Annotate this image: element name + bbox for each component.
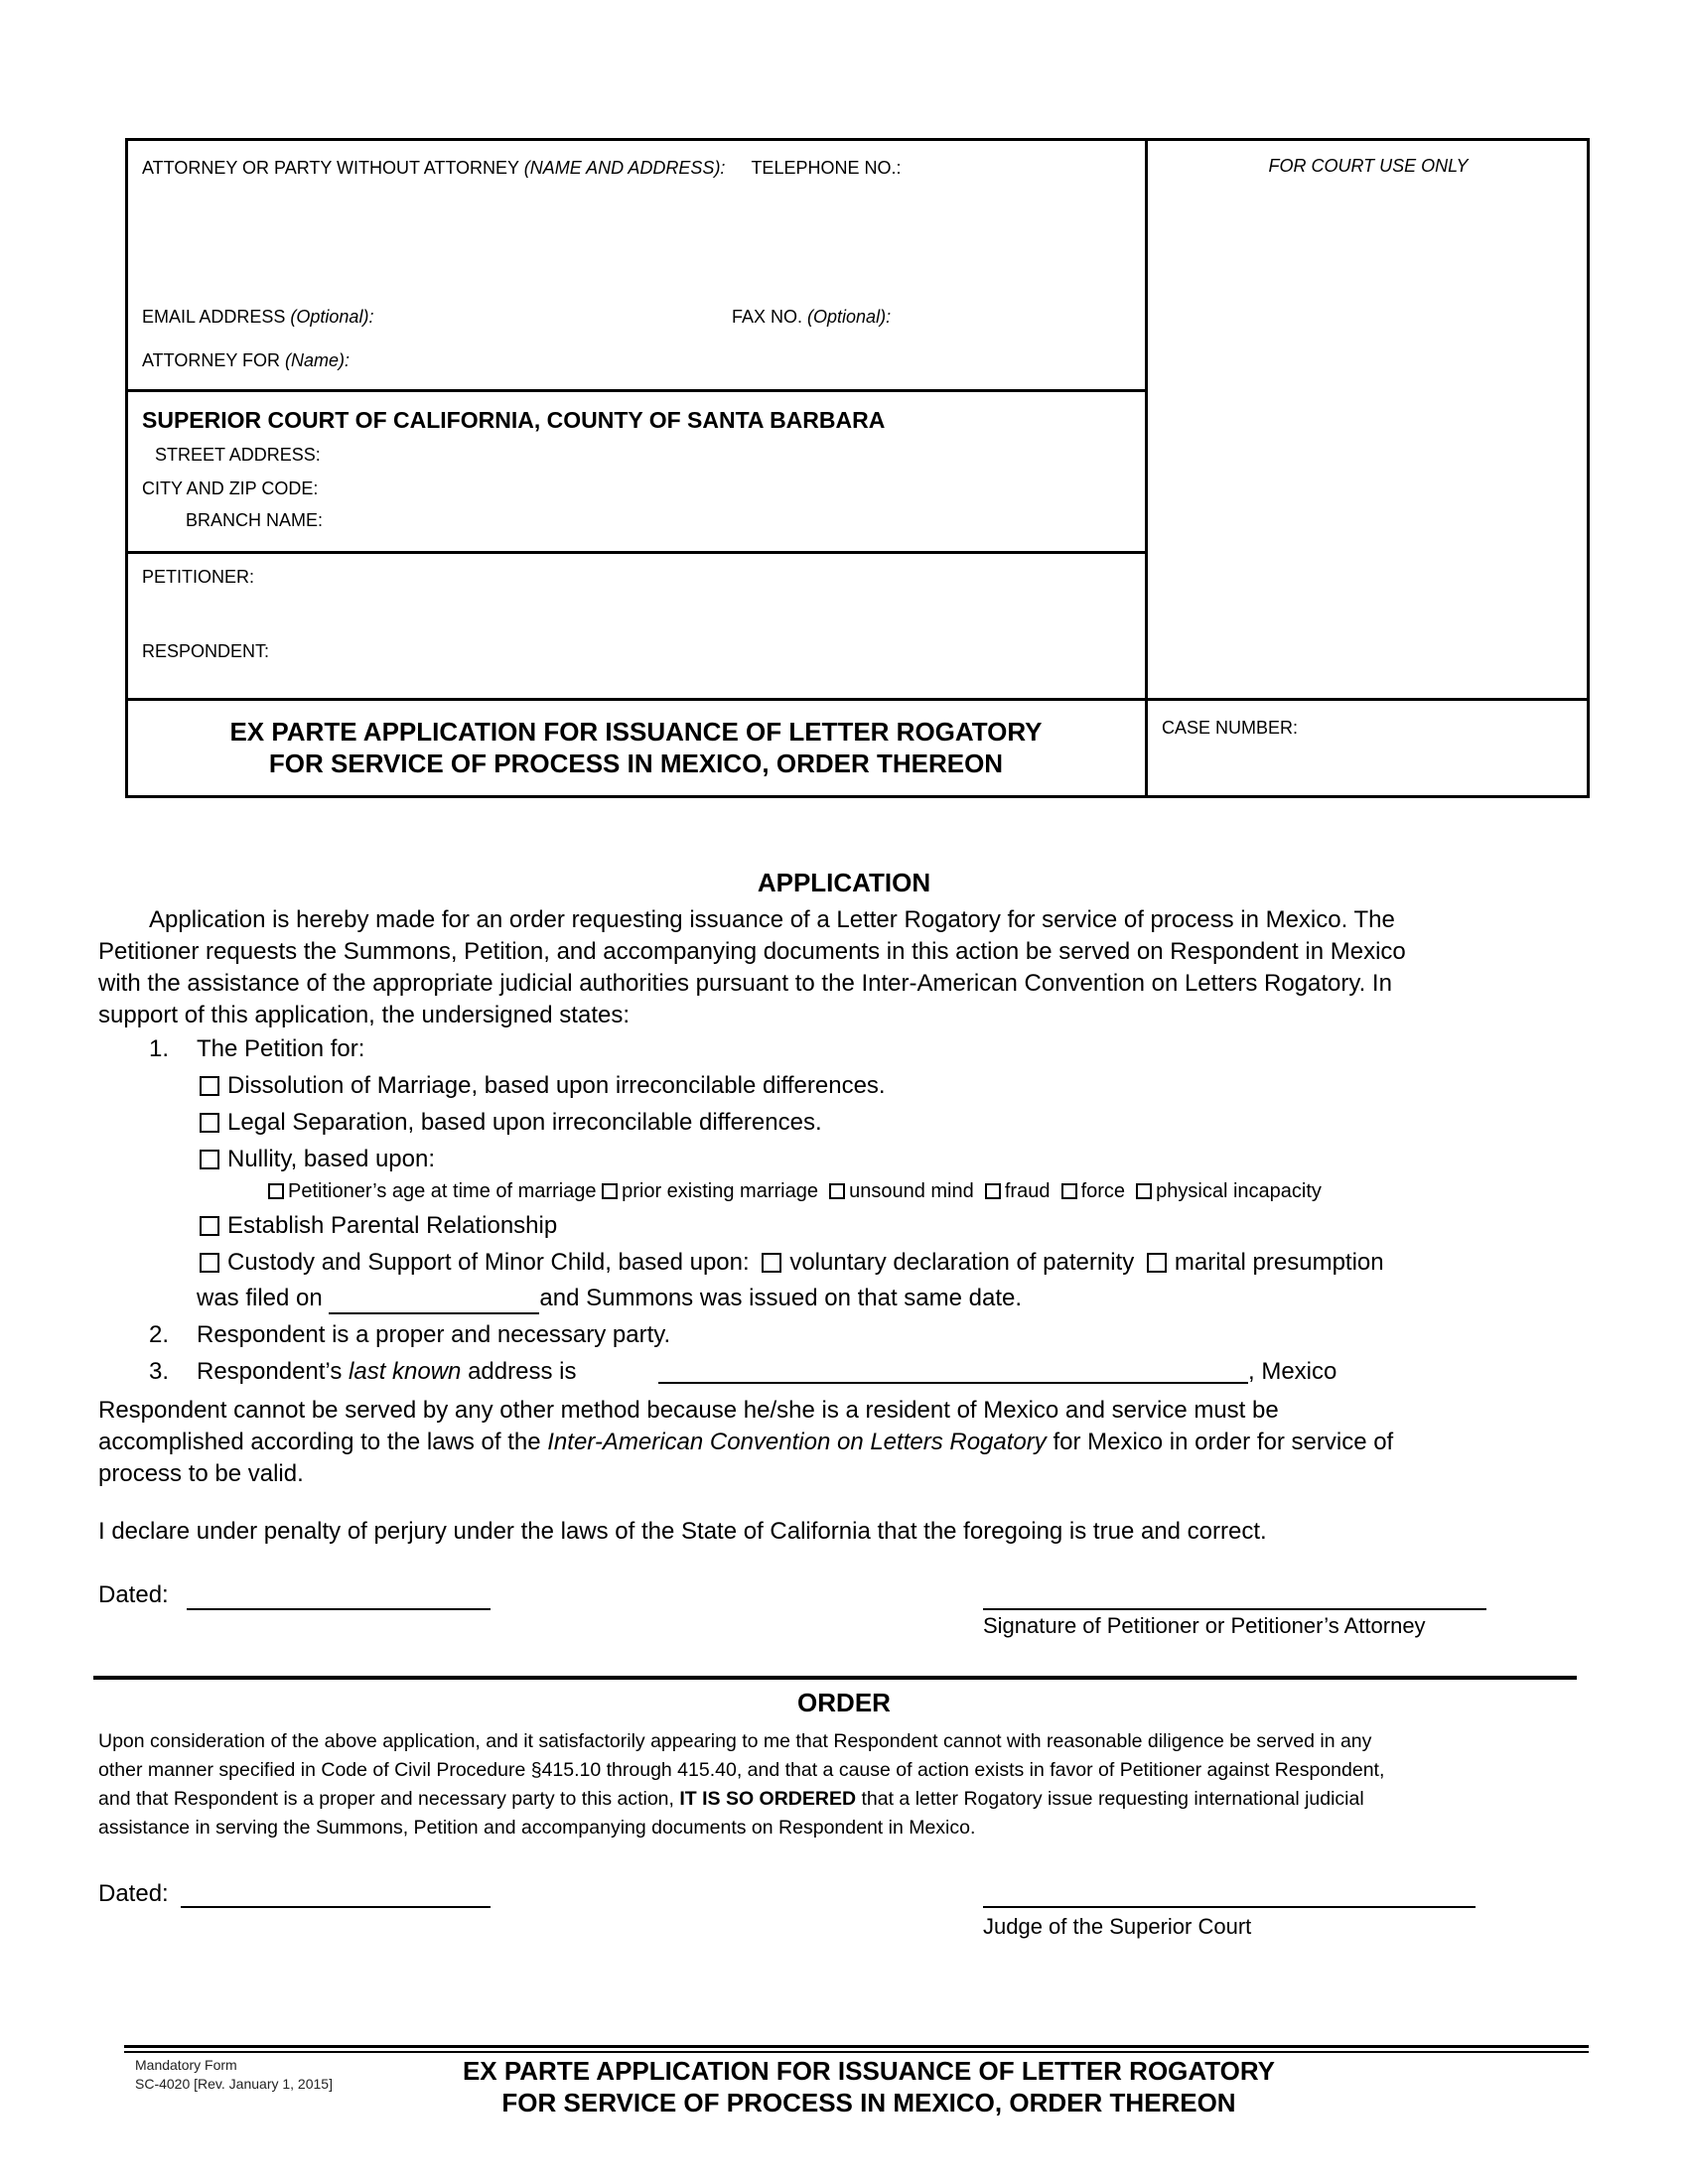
order-heading: ORDER: [797, 1688, 891, 1717]
text: and that Respondent is a proper and necessary party to this action,: [98, 1788, 674, 1810]
ground-label: unsound mind: [849, 1180, 974, 1202]
section-divider: [93, 1676, 1577, 1680]
form-title-line1: EX PARTE APPLICATION FOR ISSUANCE OF LETTER ROGATORY: [229, 717, 1043, 747]
filed-prefix: was filed on: [197, 1285, 323, 1311]
so-ordered: IT IS SO ORDERED: [679, 1788, 857, 1810]
attorney-for-name: (Name):: [285, 350, 351, 370]
explanation-line: Respondent cannot be served by any other method because he/she is a resident of Mexico and service must be: [98, 1397, 1279, 1424]
filed-date-field[interactable]: [329, 1291, 539, 1314]
order-line: [98, 1785, 1384, 1814]
ground-label: Petitioner’s age at time of marriage: [288, 1180, 597, 1202]
intro-line: Application is hereby made for an order requesting issuance of a Letter Rogatory for service of process in Mexico. The: [149, 906, 1395, 933]
item-1-text: The Petition for:: [197, 1035, 365, 1062]
dated-label: Dated:: [98, 1581, 169, 1608]
option-legal-separation[interactable]: [200, 1107, 822, 1139]
checkbox-marital[interactable]: [1147, 1253, 1167, 1273]
item-3-italic: last known: [349, 1358, 462, 1385]
option-label: Dissolution of Marriage, based upon irreconcilable differences.: [227, 1072, 886, 1099]
respondent-label[interactable]: RESPONDENT:: [142, 641, 270, 661]
checkbox[interactable]: [200, 1253, 219, 1273]
respondent-address-field[interactable]: [658, 1360, 1248, 1384]
order-line: assistance in serving the Summons, Petition and accompanying documents on Respondent in Mexico.: [98, 1817, 976, 1839]
intro-line: with the assistance of the appropriate judicial authorities pursuant to the Inter-American Convention on Letters Rogatory. In: [98, 970, 1392, 997]
checkbox-voluntary[interactable]: [762, 1253, 781, 1273]
checkbox[interactable]: [1061, 1183, 1077, 1199]
order-dated-field[interactable]: [181, 1884, 491, 1908]
mandatory-form: Mandatory Form: [135, 2057, 237, 2073]
fax-label: FAX NO.: [732, 307, 803, 327]
checkbox[interactable]: [602, 1183, 618, 1199]
order-dated-label: Dated:: [98, 1880, 169, 1907]
service-explanation: [98, 1395, 1393, 1490]
dated-field[interactable]: [187, 1586, 491, 1610]
street-address-label[interactable]: STREET ADDRESS:: [155, 445, 321, 465]
footer-title: [318, 2055, 1420, 2118]
filed-suffix: and Summons was issued on that same date.: [539, 1285, 1023, 1311]
email-field[interactable]: [142, 307, 373, 328]
attorney-label-note: (NAME AND ADDRESS):: [523, 158, 726, 178]
nullity-grounds: [268, 1180, 1322, 1203]
court-use-label: FOR COURT USE ONLY: [1268, 156, 1469, 176]
declaration: I declare under penalty of perjury under the laws of the State of California that the foregoing is true and correct.: [98, 1518, 1267, 1545]
divider: [125, 551, 1147, 554]
filed-line: [197, 1283, 1022, 1314]
item-3-mid: address is: [468, 1358, 577, 1385]
checkbox[interactable]: [268, 1183, 284, 1199]
order-line: other manner specified in Code of Civil Procedure §415.10 through 415.40, and that a cause of action exists in favor of Petitioner against Respondent,: [98, 1759, 1385, 1781]
option-dissolution[interactable]: [200, 1070, 886, 1102]
option-label: Custody and Support of Minor Child, based upon:: [227, 1249, 750, 1276]
email-label: EMAIL ADDRESS: [142, 307, 286, 327]
telephone-label: TELEPHONE NO.:: [751, 158, 902, 178]
application-intro: [98, 904, 1406, 1031]
item-3-number: 3.: [149, 1358, 170, 1385]
judge-label: Judge of the Superior Court: [983, 1914, 1252, 1939]
footer-rule: [124, 2051, 1589, 2053]
petitioner-label[interactable]: PETITIONER:: [142, 567, 255, 587]
fax-field[interactable]: [732, 307, 891, 328]
explanation-line: process to be valid.: [98, 1460, 304, 1487]
branch-name-label[interactable]: BRANCH NAME:: [186, 510, 324, 530]
divider: [125, 698, 1590, 701]
signature-field[interactable]: [983, 1586, 1486, 1610]
ground-physical-incapacity[interactable]: [1136, 1180, 1322, 1202]
attorney-label: ATTORNEY OR PARTY WITHOUT ATTORNEY: [142, 158, 519, 178]
text: for Mexico in order for service of: [1053, 1429, 1394, 1455]
ground-prior-marriage[interactable]: [602, 1180, 818, 1202]
item-1-number: 1.: [149, 1035, 170, 1062]
footer-title-line2: FOR SERVICE OF PROCESS IN MEXICO, ORDER THEREON: [501, 2088, 1236, 2117]
fax-optional: (Optional):: [807, 307, 892, 327]
item-3-prefix: Respondent’s: [197, 1358, 343, 1385]
order-text: [98, 1727, 1384, 1843]
case-number-label[interactable]: CASE NUMBER:: [1162, 718, 1299, 738]
ground-age[interactable]: [268, 1180, 597, 1202]
court-name: SUPERIOR COURT OF CALIFORNIA, COUNTY OF SANTA BARBARA: [142, 407, 886, 433]
checkbox[interactable]: [200, 1150, 219, 1169]
ground-label: prior existing marriage: [622, 1180, 818, 1202]
option-label: Legal Separation, based upon irreconcilable differences.: [227, 1109, 822, 1136]
form-title: [125, 716, 1147, 779]
judge-signature-field[interactable]: [983, 1884, 1476, 1908]
ground-label: marital presumption: [1174, 1249, 1384, 1276]
item-2-number: 2.: [149, 1321, 170, 1348]
option-nullity[interactable]: [200, 1144, 435, 1175]
item-3-suffix: , Mexico: [1248, 1358, 1337, 1385]
option-label: Nullity, based upon:: [227, 1146, 436, 1172]
ground-fraud[interactable]: [985, 1180, 1051, 1202]
convention-name: Inter-American Convention on Letters Rogatory: [547, 1429, 1047, 1455]
option-parental[interactable]: [200, 1210, 557, 1242]
ground-label: force: [1080, 1180, 1126, 1202]
divider: [125, 389, 1147, 392]
footer-title-line1: EX PARTE APPLICATION FOR ISSUANCE OF LETTER ROGATORY: [462, 2056, 1276, 2086]
checkbox[interactable]: [1136, 1183, 1152, 1199]
explanation-line: [98, 1427, 1393, 1458]
ground-force[interactable]: [1061, 1180, 1125, 1202]
item-3-text: [197, 1356, 576, 1388]
email-optional: (Optional):: [290, 307, 374, 327]
attorney-for-field[interactable]: [142, 350, 350, 371]
order-line: Upon consideration of the above application, and it satisfactorily appearing to me that Respondent cannot with reasonable diligence be served in any: [98, 1730, 1372, 1752]
ground-unsound-mind[interactable]: [829, 1180, 974, 1202]
city-zip-label[interactable]: CITY AND ZIP CODE:: [142, 478, 319, 498]
form-title-line2: FOR SERVICE OF PROCESS IN MEXICO, ORDER THEREON: [268, 749, 1004, 778]
attorney-for-label: ATTORNEY FOR: [142, 350, 281, 370]
option-custody[interactable]: [200, 1247, 1384, 1279]
checkbox[interactable]: [829, 1183, 845, 1199]
intro-line: Petitioner requests the Summons, Petition, and accompanying documents in this action be served on Respondent in Mexico: [98, 938, 1406, 965]
ground-label: physical incapacity: [1156, 1180, 1322, 1202]
text: that a letter Rogatory issue requesting international judicial: [861, 1788, 1364, 1810]
option-label: Establish Parental Relationship: [227, 1212, 558, 1239]
item-2-text: Respondent is a proper and necessary party.: [197, 1321, 671, 1348]
text: accomplished according to the laws of the: [98, 1429, 541, 1455]
checkbox[interactable]: [200, 1113, 219, 1133]
footer-rule: [124, 2045, 1589, 2048]
ground-label: voluntary declaration of paternity: [789, 1249, 1135, 1276]
attorney-field[interactable]: [142, 158, 901, 179]
checkbox[interactable]: [985, 1183, 1001, 1199]
checkbox[interactable]: [200, 1216, 219, 1236]
application-heading: APPLICATION: [757, 868, 931, 897]
form-number: SC-4020 [Rev. January 1, 2015]: [135, 2076, 333, 2092]
signature-label: Signature of Petitioner or Petitioner’s Attorney: [983, 1613, 1426, 1638]
form-info: [135, 2056, 333, 2094]
checkbox[interactable]: [200, 1076, 219, 1096]
intro-line: support of this application, the undersigned states:: [98, 1002, 631, 1028]
ground-label: fraud: [1004, 1180, 1051, 1202]
